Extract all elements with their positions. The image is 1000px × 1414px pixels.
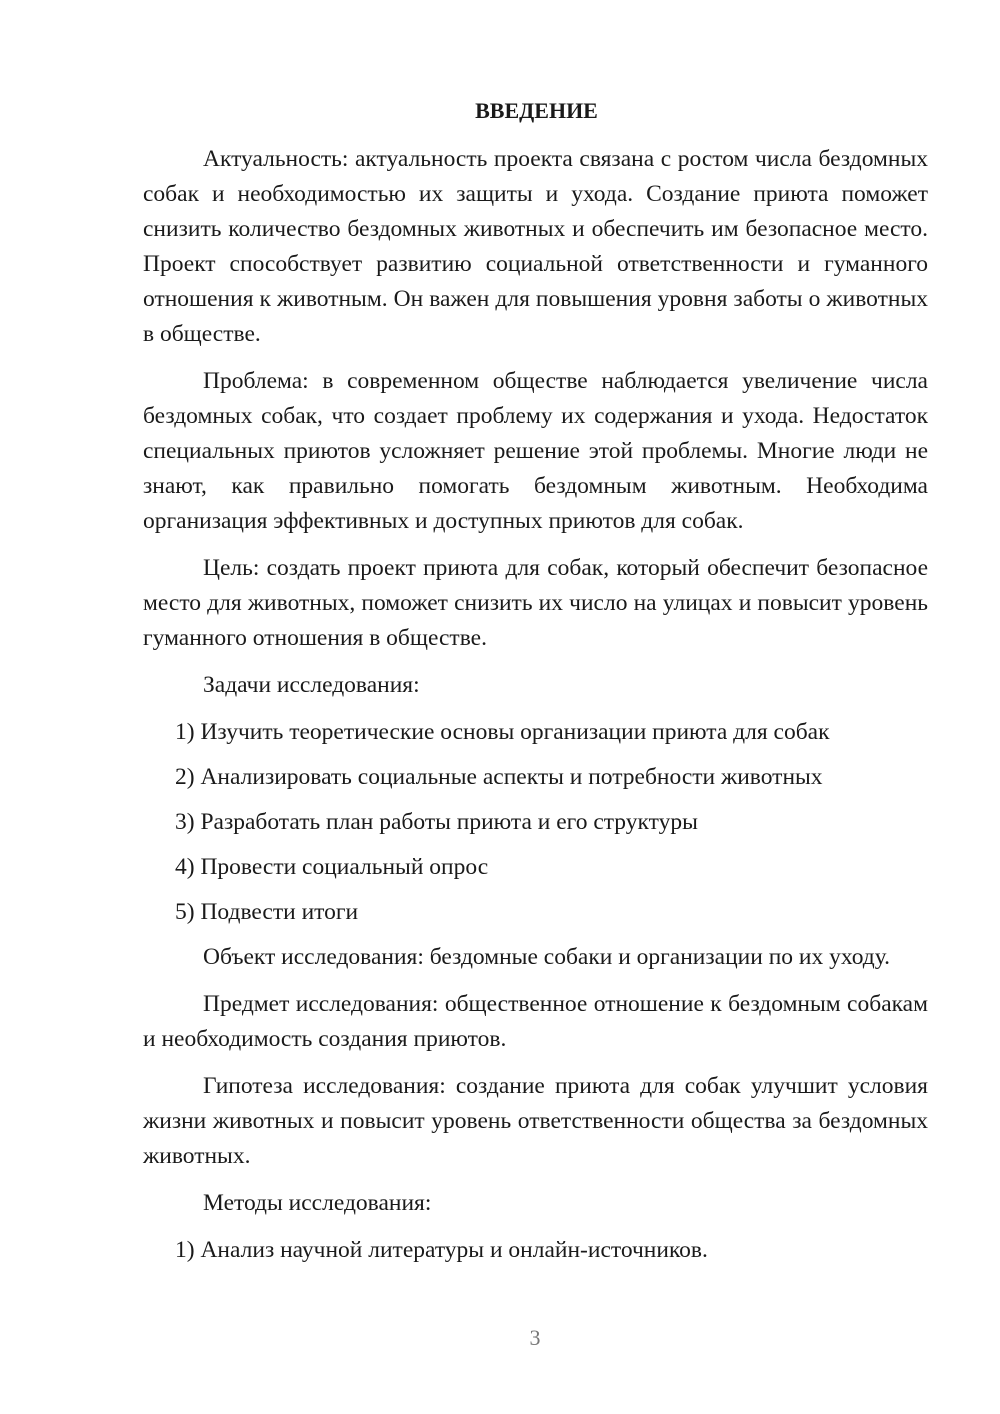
paragraph-relevance: Актуальность: актуальность проекта связана с ростом числа бездомных собак и необходимостью их защиты и ухода. Создание приюта поможет снизить количество бездомных животных и обеспечить им безопасное место. Проект способствует развитию социальной ответственности и гуманного отношения к животным. Он важен для повышения уровня заботы о животных в обществе. [143,146,928,347]
list-item: 1) Изучить теоретические основы организации приюта для собак [175,719,830,745]
methods-list [143,1233,928,1268]
list-item: 5) Подвести итоги [175,899,359,925]
list-item: 1) Анализ научной литературы и онлайн-источников. [175,1237,708,1263]
list-item: 2) Анализировать социальные аспекты и потребности животных [175,764,823,790]
page-content [143,93,928,1278]
list-item: 4) Провести социальный опрос [175,854,489,880]
tasks-list [143,715,928,930]
paragraph-hypothesis: Гипотеза исследования: создание приюта для собак улучшит условия жизни животных и повысит уровень ответственности общества за бездомных животных. [143,1073,928,1169]
paragraph-subject: Предмет исследования: общественное отношение к бездомным собакам и необходимость создания приютов. [143,991,928,1052]
page-number: 3 [529,1325,541,1350]
paragraph-problem: Проблема: в современном обществе наблюдается увеличение числа бездомных собак, что создает проблему их содержания и ухода. Недостаток специальных приютов усложняет решение этой проблемы. Многие люди не знают, как правильно помогать бездомным животным. Необходима организация эффективных и доступных приютов для собак. [143,368,928,534]
section-heading: ВВЕДЕНИЕ [475,98,598,123]
methods-label: Методы исследования: [203,1190,432,1216]
list-item: 3) Разработать план работы приюта и его структуры [175,809,698,835]
paragraph-goal: Цель: создать проект приюта для собак, который обеспечит безопасное место для животных, поможет снизить их число на улицах и повысит уровень гуманного отношения в обществе. [143,555,928,651]
paragraph-object: Объект исследования: бездомные собаки и организации по их уходу. [203,944,891,970]
tasks-label: Задачи исследования: [203,672,420,698]
